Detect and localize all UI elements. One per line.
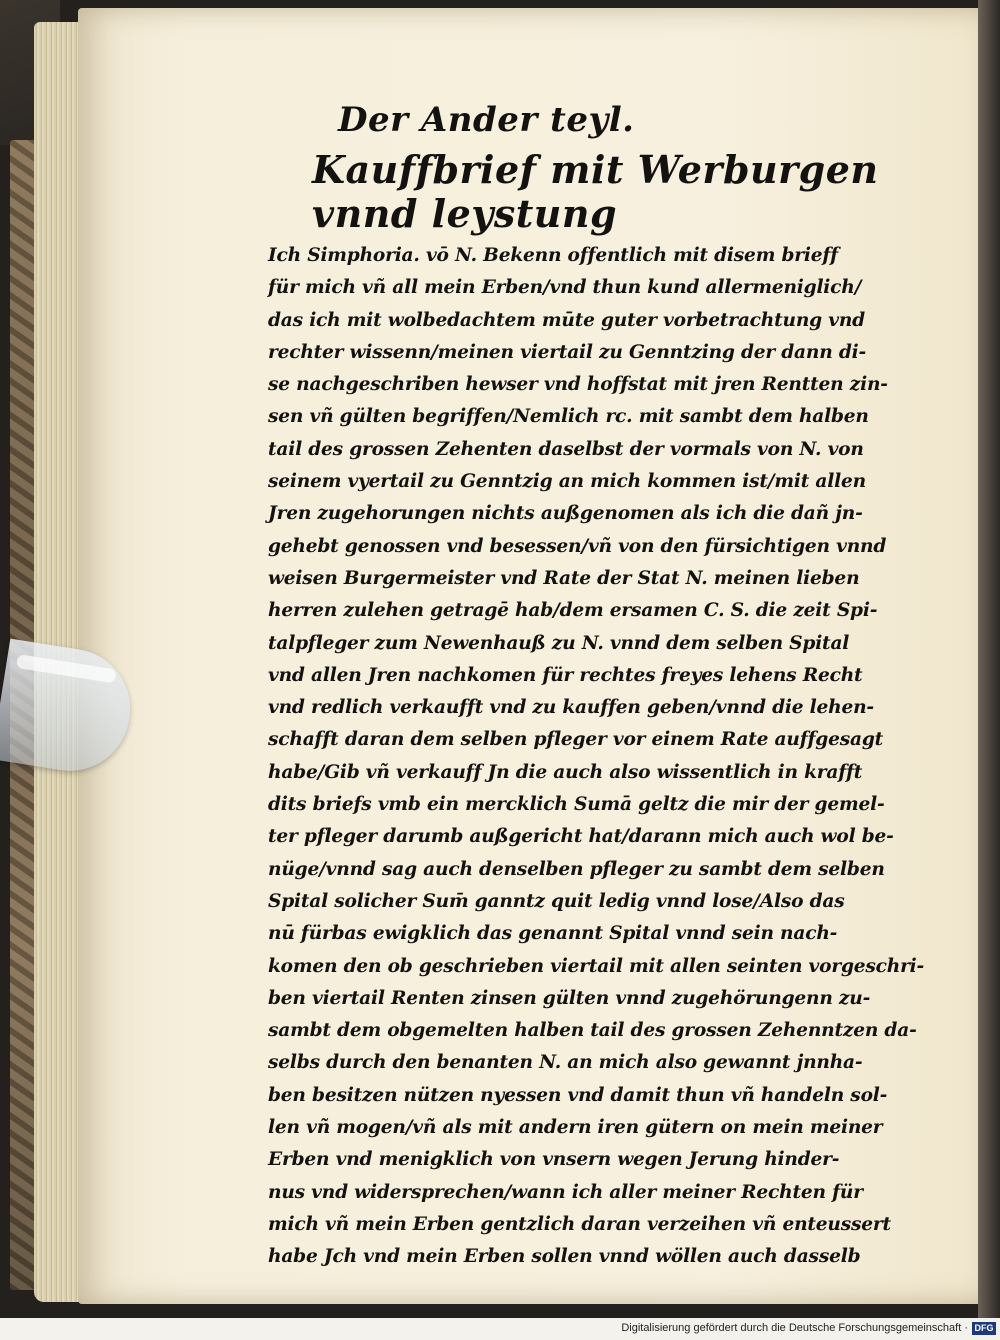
text-line: für mich vñ all mein Erben/vnd thun kund allermeniglich/ <box>268 277 862 299</box>
dfg-logo: DFG <box>972 1322 996 1335</box>
clip-highlight <box>16 654 117 683</box>
footer-bar <box>0 1318 1000 1340</box>
text-line: ter pfleger darumb außgericht hat/darann mich auch wol be- <box>268 826 894 848</box>
section-title <box>312 148 890 236</box>
text-line: mich vñ mein Erben gentzlich daran verzeihen vñ enteussert <box>268 1213 891 1235</box>
text-line: schafft daran dem selben pfleger vor einem Rate auffgesagt <box>268 729 884 751</box>
text-line: nus vnd widersprechen/wann ich aller meiner Rechten für <box>268 1181 863 1203</box>
running-head: Der Ander teyl. <box>338 100 635 140</box>
body-text <box>268 240 925 1274</box>
text-line: Spital solicher Sum̄ ganntz quit ledig vnnd lose/Also das <box>268 890 845 912</box>
text-line: ben viertail Renten zinsen gülten vnnd zugehörungenn zu- <box>268 987 871 1009</box>
text-line: talpfleger zum Newenhauß zu N. vnnd dem selben Spital <box>268 632 850 654</box>
text-line: Erben vnd menigklich von vnsern wegen Jerung hinder- <box>268 1149 840 1171</box>
text-line: vnd allen Jren nachkomen für rechtes freyes lehens Recht <box>268 664 863 686</box>
printed-text <box>268 100 925 1274</box>
text-line: weisen Burgermeister vnd Rate der Stat N. meinen lieben <box>268 567 860 589</box>
text-line: Jren zugehorungen nichts außgenomen als ich die dañ jn- <box>268 503 863 525</box>
text-line: rechter wissenn/meinen viertail zu Genntzing der dann di- <box>268 341 866 363</box>
text-line: ben besitzen nützen nyessen vnd damit thun vñ handeln sol- <box>268 1084 888 1106</box>
text-line: gehebt genossen vnd besessen/vñ von den fürsichtigen vnnd <box>268 535 887 557</box>
text-line: Ich Simphoria. vō N. Bekenn offentlich mit disem brieff <box>268 245 838 266</box>
text-line: habe/Gib vñ verkauff Jn die auch also wissentlich in krafft <box>268 761 863 783</box>
title-line: Kauffbrief mit Werburgen <box>312 147 879 192</box>
text-line: tail des grossen Zehenten daselbst der vormals von N. von <box>268 438 864 460</box>
text-line: nū fürbas ewigklich das genannt Spital vnnd sein nach- <box>268 923 838 945</box>
text-line: nüge/vnnd sag auch denselben pfleger zu sambt dem selben <box>268 858 885 880</box>
text-line: habe Jch vnd mein Erben sollen vnnd wöllen auch dasselb <box>268 1246 861 1268</box>
text-line: sen vñ gülten begriffen/Nemlich rc. mit sambt dem halben <box>268 406 869 428</box>
title-line: vnnd leystung <box>312 191 618 236</box>
footer-credit: Digitalisierung gefördert durch die Deutsche Forschungsgemeinschaft · <box>621 1322 968 1334</box>
text-line: selbs durch den benanten N. an mich also gewannt jnnha- <box>268 1052 863 1074</box>
text-line: vnd redlich verkaufft vnd zu kauffen geben/vnnd die lehen- <box>268 697 874 719</box>
text-line: komen den ob geschrieben viertail mit allen seinten vorgeschri- <box>268 955 925 977</box>
text-line: seinem vyertail zu Genntzig an mich kommen ist/mit allen <box>268 471 866 493</box>
text-line: dits briefs vmb ein mercklich Sumā geltz die mir der gemel- <box>268 794 885 816</box>
text-line: das ich mit wolbedachtem mūte guter vorbetrachtung vnd <box>268 309 865 331</box>
text-line: len vñ mogen/vñ als mit andern iren gütern on mein meiner <box>268 1117 883 1139</box>
binding-edge <box>978 0 1000 1318</box>
text-line: herren zulehen getragē hab/dem ersamen C. S. die zeit Spi- <box>268 600 878 622</box>
text-line: sambt dem obgemelten halben tail des grossen Zehenntzen da- <box>268 1020 917 1042</box>
text-line: se nachgeschriben hewser vnd hoffstat mit jren Rentten zin- <box>268 374 888 396</box>
